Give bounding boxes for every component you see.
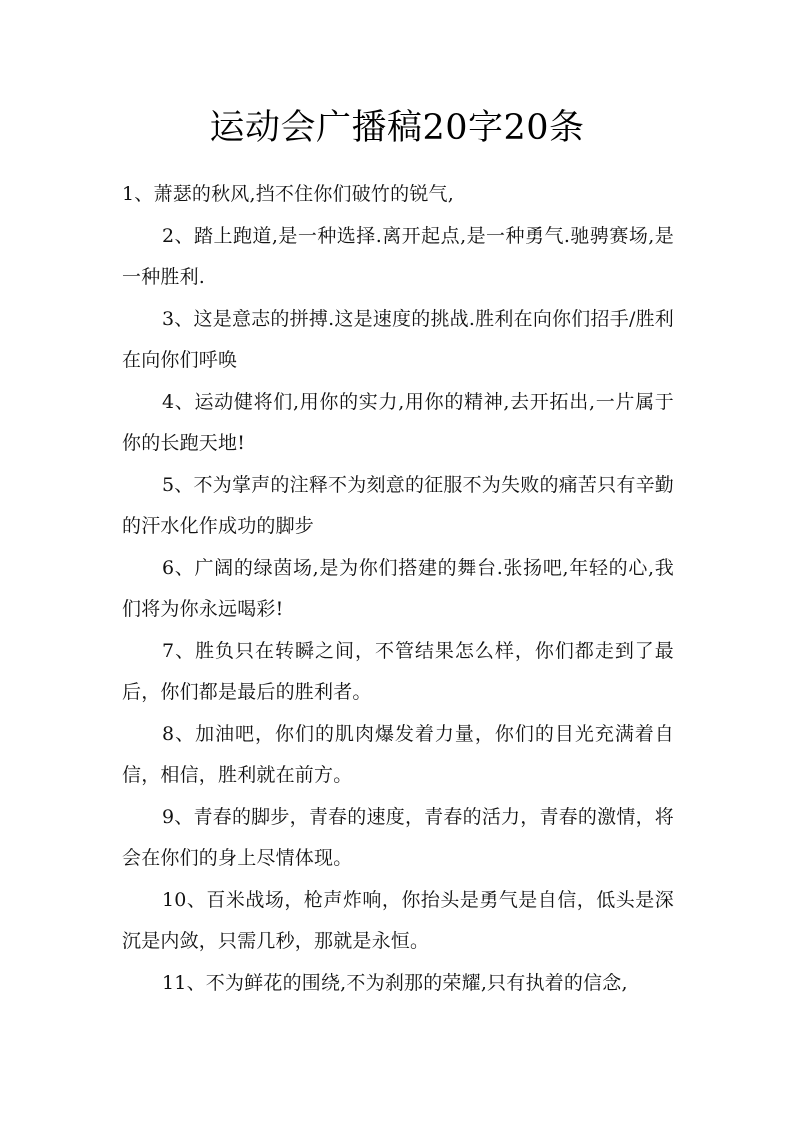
paragraph-1: 1、萧瑟的秋风,挡不住你们破竹的锐气, <box>122 183 454 205</box>
document-title: 运动会广播稿20字20条 <box>209 108 585 148</box>
paragraph-3: 3、这是意志的拼搏.这是速度的挑战.胜利在向你们招手/胜利在向你们呼唤 <box>122 307 674 371</box>
document-body <box>122 174 674 1004</box>
paragraph-6: 6、广阔的绿茵场,是为你们搭建的舞台.张扬吧,年轻的心,我们将为你永远喝彩! <box>122 556 674 620</box>
paragraph-2: 2、踏上跑道,是一种选择.离开起点,是一种勇气.驰骋赛场,是一种胜利. <box>122 224 674 288</box>
paragraph-7: 7、胜负只在转瞬之间，不管结果怎么样，你们都走到了最后，你们都是最后的胜利者。 <box>122 639 674 703</box>
paragraph-9: 9、青春的脚步，青春的速度，青春的活力，青春的激情，将会在你们的身上尽情体现。 <box>122 805 674 869</box>
paragraph-5: 5、不为掌声的注释不为刻意的征服不为失败的痛苦只有辛勤的汗水化作成功的脚步 <box>122 473 674 537</box>
paragraph-8: 8、加油吧，你们的肌肉爆发着力量，你们的目光充满着自信，相信，胜利就在前方。 <box>122 722 674 786</box>
paragraph-4: 4、运动健将们,用你的实力,用你的精神,去开拓出,一片属于你的长跑天地! <box>122 390 674 454</box>
paragraph-11: 11、不为鲜花的围绕,不为刹那的荣耀,只有执着的信念, <box>162 971 628 994</box>
paragraph-10: 10、百米战场，枪声炸响，你抬头是勇气是自信，低头是深沉是内敛，只需几秒，那就是永恒。 <box>122 888 674 952</box>
